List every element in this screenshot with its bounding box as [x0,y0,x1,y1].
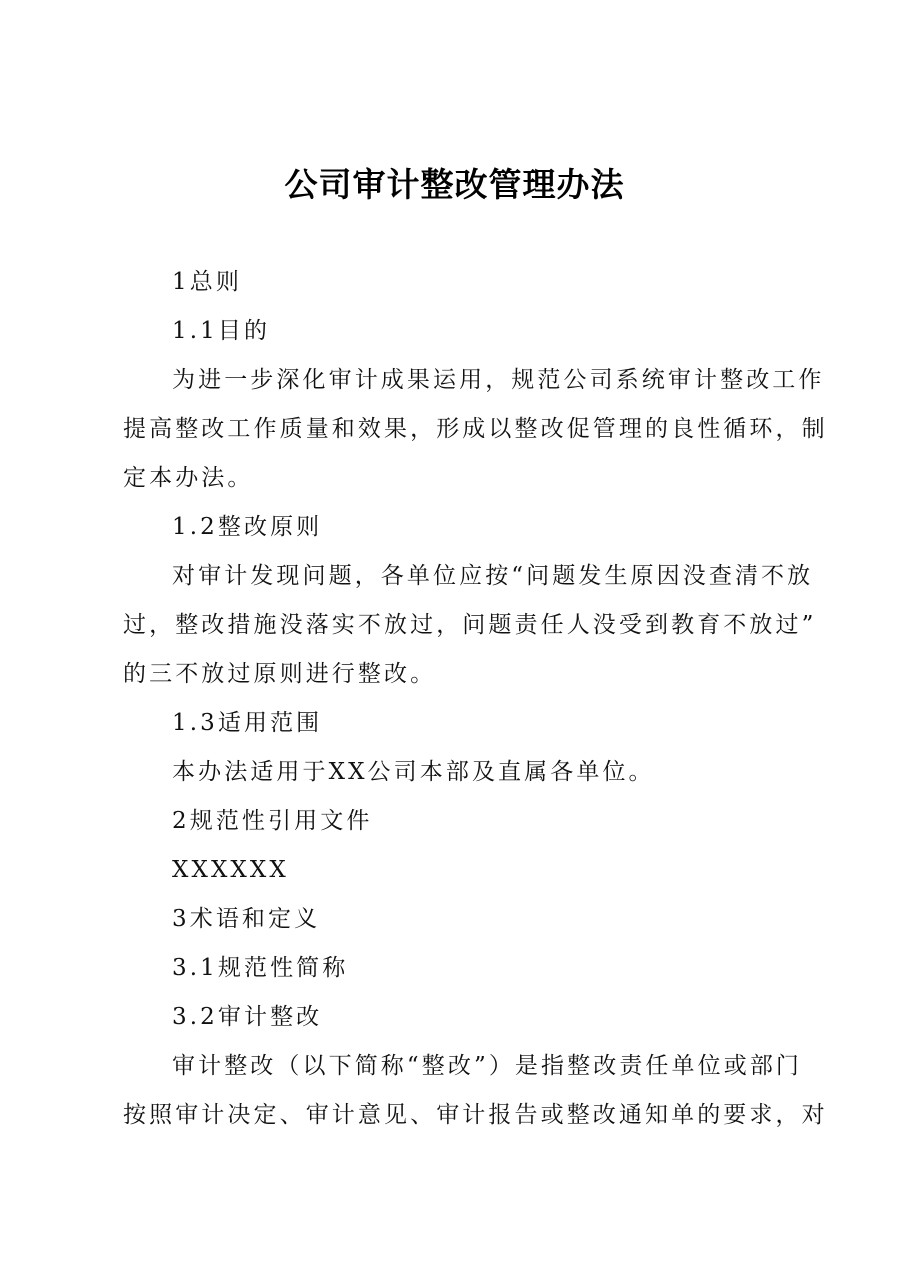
section-heading-references: 2规范性引用文件 [172,808,373,834]
section-heading-terms: 3术语和定义 [172,906,321,932]
document-title: 公司审计整改管理办法 [284,165,625,204]
paragraph-principle-line: 过，整改措施没落实不放过，问题责任人没受到教育不放过” [123,612,817,638]
subsection-heading-purpose: 1.1目的 [172,318,271,344]
paragraph-principle-line: 对审计发现问题，各单位应按“问题发生原因没查清不放 [172,563,814,589]
subsection-heading-audit-rectification: 3.2审计整改 [172,1004,323,1030]
paragraph-definition-line: 按照审计决定、审计意见、审计报告或整改通知单的要求，对 [123,1102,828,1128]
subsection-heading-principle: 1.2整改原则 [172,514,323,540]
paragraph-reference-line: XXXXXX [172,857,289,883]
paragraph-purpose-line: 提高整改工作质量和效果，形成以整改促管理的良性循环，制 [123,416,828,442]
paragraph-scope-line: 本办法适用于XX公司本部及直属各单位。 [172,759,655,785]
subsection-heading-scope: 1.3适用范围 [172,710,323,736]
paragraph-purpose-line: 为进一步深化审计成果运用，规范公司系统审计整改工作 [172,367,825,393]
paragraph-definition-line: 审计整改（以下简称“整改”）是指整改责任单位或部门 [172,1053,803,1079]
subsection-heading-abbreviation: 3.1规范性简称 [172,955,349,981]
section-heading-general: 1总则 [172,269,242,295]
paragraph-principle-line: 的三不放过原则进行整改。 [123,661,437,687]
paragraph-purpose-line: 定本办法。 [123,465,254,491]
document-body [123,258,828,1140]
